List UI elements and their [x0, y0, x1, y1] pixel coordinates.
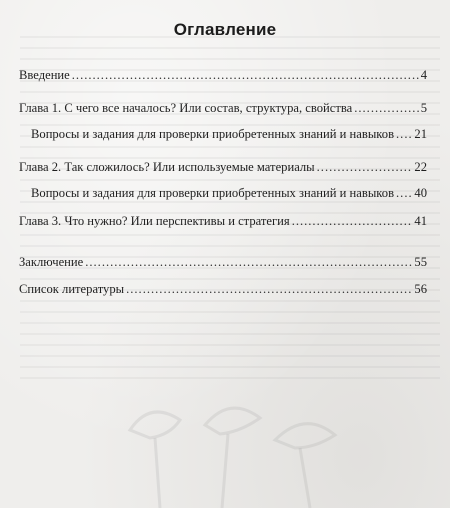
toc-page-number: 21: [414, 127, 427, 141]
toc-entry-conclusion[interactable]: [19, 255, 427, 270]
toc-page-number: 4: [420, 68, 427, 82]
toc-entry-label: Вопросы и задания для проверки приобретенных знаний и навыков: [31, 127, 395, 141]
toc-entry-chapter-2-questions[interactable]: [19, 186, 427, 201]
toc-entry-label: Список литературы: [19, 282, 125, 296]
toc-entry-introduction[interactable]: [19, 68, 427, 83]
toc-entry-chapter-3[interactable]: [19, 214, 427, 229]
toc-entry-chapter-2[interactable]: [19, 160, 427, 175]
toc-leader-dots: [85, 255, 412, 270]
toc-entry-label: Вопросы и задания для проверки приобретенных знаний и навыков: [31, 186, 395, 200]
toc-leader-dots: [396, 127, 412, 142]
toc-page-number: 22: [414, 160, 427, 174]
toc-leader-dots: [354, 101, 418, 116]
toc-page-number: 41: [414, 214, 427, 228]
toc-entry-label: Глава 1. С чего все началось? Или состав, структура, свойства: [19, 101, 353, 115]
toc-entry-chapter-1-questions[interactable]: [19, 127, 427, 142]
table-of-contents: [19, 68, 427, 297]
toc-page-number: 55: [414, 255, 427, 269]
toc-leader-dots: [396, 186, 412, 201]
toc-leader-dots: [126, 282, 412, 297]
toc-leader-dots: [292, 214, 413, 229]
toc-page-number: 56: [414, 282, 427, 296]
toc-leader-dots: [72, 68, 419, 83]
toc-entry-label: Глава 3. Что нужно? Или перспективы и стратегия: [19, 214, 290, 228]
bleed-through-mushroom-illustration: [110, 390, 350, 508]
toc-entry-label: Введение: [19, 68, 70, 82]
toc-entry-chapter-1[interactable]: [19, 101, 427, 116]
toc-entry-label: Глава 2. Так сложилось? Или используемые материалы: [19, 160, 315, 174]
toc-leader-dots: [317, 160, 413, 175]
toc-entry-label: Заключение: [19, 255, 84, 269]
toc-page-number: 40: [414, 186, 427, 200]
toc-page-number: 5: [420, 101, 427, 115]
page-title: Оглавление: [173, 20, 277, 39]
toc-entry-references[interactable]: [19, 282, 427, 297]
